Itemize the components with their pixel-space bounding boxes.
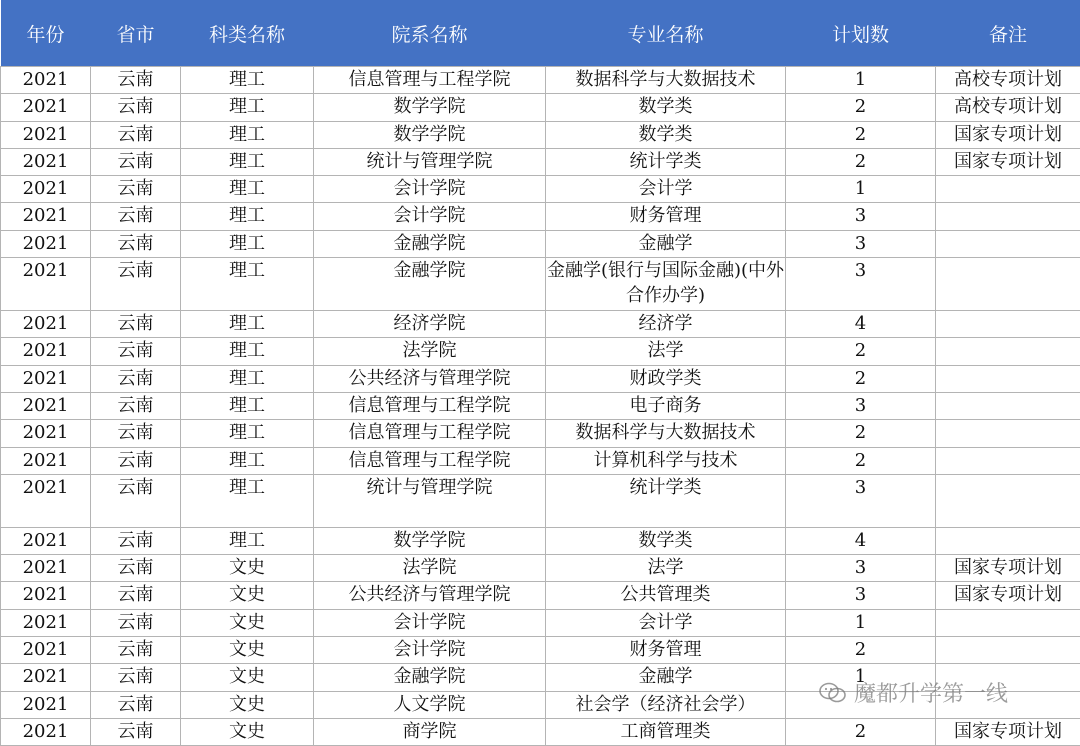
plan-count-cell: 2	[786, 94, 936, 121]
department-cell: 法学院	[314, 338, 546, 365]
remarks-cell: 国家专项计划	[936, 718, 1080, 745]
department-cell: 公共经济与管理学院	[314, 582, 546, 609]
table-row	[1, 555, 1080, 582]
remarks-cell	[936, 447, 1080, 474]
remarks-cell	[936, 609, 1080, 636]
plan-count-cell: 2	[786, 420, 936, 447]
major-cell: 财务管理	[546, 203, 786, 230]
watermark-text: 魔都升学第一线	[854, 677, 1008, 708]
major-cell: 数学类	[546, 527, 786, 554]
table-row	[1, 365, 1080, 392]
year-cell: 2021	[1, 203, 91, 230]
remarks-cell	[936, 527, 1080, 554]
province-cell: 云南	[91, 230, 181, 257]
department-cell: 法学院	[314, 555, 546, 582]
table-row	[1, 311, 1080, 338]
province-cell: 云南	[91, 176, 181, 203]
remarks-cell	[936, 311, 1080, 338]
department-cell: 会计学院	[314, 637, 546, 664]
province-cell: 云南	[91, 258, 181, 311]
table-body	[1, 67, 1080, 746]
year-cell: 2021	[1, 664, 91, 691]
category-cell: 理工	[181, 176, 314, 203]
major-cell: 法学	[546, 338, 786, 365]
category-cell: 理工	[181, 392, 314, 419]
year-cell: 2021	[1, 582, 91, 609]
category-cell: 理工	[181, 365, 314, 392]
major-cell: 金融学	[546, 230, 786, 257]
header-major: 专业名称	[546, 0, 786, 67]
plan-count-cell: 2	[786, 121, 936, 148]
province-cell: 云南	[91, 67, 181, 94]
category-cell: 理工	[181, 527, 314, 554]
remarks-cell	[936, 230, 1080, 257]
plan-count-cell: 1	[786, 176, 936, 203]
major-cell: 社会学（经济社会学）	[546, 691, 786, 718]
department-cell: 经济学院	[314, 311, 546, 338]
province-cell: 云南	[91, 527, 181, 554]
table-row	[1, 258, 1080, 311]
plan-count-cell: 2	[786, 338, 936, 365]
major-cell: 法学	[546, 555, 786, 582]
department-cell: 会计学院	[314, 609, 546, 636]
year-cell: 2021	[1, 609, 91, 636]
province-cell: 云南	[91, 392, 181, 419]
province-cell: 云南	[91, 555, 181, 582]
department-cell: 数学学院	[314, 527, 546, 554]
category-cell: 理工	[181, 311, 314, 338]
category-cell: 文史	[181, 582, 314, 609]
major-cell: 金融学(银行与国际金融)(中外合作办学)	[546, 258, 786, 311]
department-cell: 商学院	[314, 718, 546, 745]
major-cell: 统计学类	[546, 474, 786, 527]
department-cell: 金融学院	[314, 258, 546, 311]
watermark	[818, 677, 1008, 708]
major-cell: 数据科学与大数据技术	[546, 420, 786, 447]
major-cell: 工商管理类	[546, 718, 786, 745]
major-cell: 财务管理	[546, 637, 786, 664]
department-cell: 信息管理与工程学院	[314, 447, 546, 474]
plan-count-cell: 3	[786, 582, 936, 609]
category-cell: 文史	[181, 718, 314, 745]
major-cell: 计算机科学与技术	[546, 447, 786, 474]
year-cell: 2021	[1, 392, 91, 419]
major-cell: 会计学	[546, 176, 786, 203]
department-cell: 人文学院	[314, 691, 546, 718]
major-cell: 金融学	[546, 664, 786, 691]
plan-count-cell: 1	[786, 609, 936, 636]
table-row	[1, 148, 1080, 175]
table-row	[1, 420, 1080, 447]
year-cell: 2021	[1, 527, 91, 554]
province-cell: 云南	[91, 664, 181, 691]
remarks-cell: 高校专项计划	[936, 67, 1080, 94]
plan-count-cell: 1	[786, 664, 936, 691]
category-cell: 理工	[181, 67, 314, 94]
category-cell: 理工	[181, 121, 314, 148]
table-header-row	[1, 0, 1080, 67]
remarks-cell	[936, 365, 1080, 392]
table-row	[1, 94, 1080, 121]
major-cell: 财政学类	[546, 365, 786, 392]
category-cell: 文史	[181, 664, 314, 691]
category-cell: 理工	[181, 94, 314, 121]
province-cell: 云南	[91, 121, 181, 148]
province-cell: 云南	[91, 148, 181, 175]
department-cell: 金融学院	[314, 664, 546, 691]
province-cell: 云南	[91, 365, 181, 392]
category-cell: 理工	[181, 447, 314, 474]
remarks-cell	[936, 338, 1080, 365]
province-cell: 云南	[91, 447, 181, 474]
department-cell: 信息管理与工程学院	[314, 392, 546, 419]
wechat-icon	[818, 681, 848, 705]
major-cell: 数学类	[546, 94, 786, 121]
remarks-cell: 国家专项计划	[936, 555, 1080, 582]
header-plan-count: 计划数	[786, 0, 936, 67]
major-cell: 数学类	[546, 121, 786, 148]
department-cell: 会计学院	[314, 203, 546, 230]
department-cell: 数学学院	[314, 121, 546, 148]
major-cell: 数据科学与大数据技术	[546, 67, 786, 94]
year-cell: 2021	[1, 637, 91, 664]
year-cell: 2021	[1, 311, 91, 338]
table-row	[1, 121, 1080, 148]
plan-count-cell: 3	[786, 392, 936, 419]
province-cell: 云南	[91, 311, 181, 338]
major-cell: 公共管理类	[546, 582, 786, 609]
plan-count-cell: 2	[786, 447, 936, 474]
category-cell: 理工	[181, 474, 314, 527]
header-remarks: 备注	[936, 0, 1080, 67]
major-cell: 统计学类	[546, 148, 786, 175]
department-cell: 公共经济与管理学院	[314, 365, 546, 392]
category-cell: 理工	[181, 338, 314, 365]
year-cell: 2021	[1, 691, 91, 718]
year-cell: 2021	[1, 718, 91, 745]
year-cell: 2021	[1, 447, 91, 474]
year-cell: 2021	[1, 365, 91, 392]
major-cell: 经济学	[546, 311, 786, 338]
department-cell: 金融学院	[314, 230, 546, 257]
department-cell: 信息管理与工程学院	[314, 67, 546, 94]
category-cell: 理工	[181, 258, 314, 311]
plan-count-cell: 1	[786, 67, 936, 94]
remarks-cell	[936, 176, 1080, 203]
table-row	[1, 582, 1080, 609]
plan-count-cell: 4	[786, 527, 936, 554]
table-row	[1, 474, 1080, 527]
remarks-cell: 国家专项计划	[936, 121, 1080, 148]
table-row	[1, 230, 1080, 257]
major-cell: 电子商务	[546, 392, 786, 419]
category-cell: 理工	[181, 203, 314, 230]
category-cell: 文史	[181, 637, 314, 664]
remarks-cell	[936, 203, 1080, 230]
department-cell: 信息管理与工程学院	[314, 420, 546, 447]
year-cell: 2021	[1, 148, 91, 175]
remarks-cell	[936, 637, 1080, 664]
department-cell: 统计与管理学院	[314, 474, 546, 527]
category-cell: 文史	[181, 609, 314, 636]
header-province: 省市	[91, 0, 181, 67]
plan-count-cell: 4	[786, 311, 936, 338]
remarks-cell	[936, 258, 1080, 311]
year-cell: 2021	[1, 474, 91, 527]
table-row	[1, 67, 1080, 94]
plan-count-cell: 3	[786, 230, 936, 257]
year-cell: 2021	[1, 94, 91, 121]
plan-count-cell: 3	[786, 203, 936, 230]
category-cell: 理工	[181, 420, 314, 447]
province-cell: 云南	[91, 609, 181, 636]
year-cell: 2021	[1, 230, 91, 257]
plan-count-cell: 2	[786, 637, 936, 664]
plan-count-cell: 3	[786, 258, 936, 311]
table-row	[1, 609, 1080, 636]
table-row	[1, 527, 1080, 554]
table-row	[1, 392, 1080, 419]
province-cell: 云南	[91, 637, 181, 664]
category-cell: 文史	[181, 691, 314, 718]
plan-count-cell: 3	[786, 474, 936, 527]
year-cell: 2021	[1, 176, 91, 203]
table-row	[1, 176, 1080, 203]
department-cell: 数学学院	[314, 94, 546, 121]
remarks-cell: 国家专项计划	[936, 582, 1080, 609]
table-row	[1, 203, 1080, 230]
year-cell: 2021	[1, 555, 91, 582]
header-department: 院系名称	[314, 0, 546, 67]
year-cell: 2021	[1, 121, 91, 148]
table-row	[1, 338, 1080, 365]
province-cell: 云南	[91, 474, 181, 527]
remarks-cell: 高校专项计划	[936, 94, 1080, 121]
major-cell: 会计学	[546, 609, 786, 636]
year-cell: 2021	[1, 338, 91, 365]
province-cell: 云南	[91, 582, 181, 609]
header-year: 年份	[1, 0, 91, 67]
plan-count-cell: 3	[786, 555, 936, 582]
header-category: 科类名称	[181, 0, 314, 67]
table-row	[1, 447, 1080, 474]
province-cell: 云南	[91, 94, 181, 121]
department-cell: 会计学院	[314, 176, 546, 203]
plan-count-cell: 2	[786, 148, 936, 175]
remarks-cell	[936, 420, 1080, 447]
category-cell: 理工	[181, 230, 314, 257]
province-cell: 云南	[91, 718, 181, 745]
category-cell: 理工	[181, 148, 314, 175]
year-cell: 2021	[1, 420, 91, 447]
province-cell: 云南	[91, 338, 181, 365]
plan-count-cell: 2	[786, 365, 936, 392]
year-cell: 2021	[1, 258, 91, 311]
province-cell: 云南	[91, 203, 181, 230]
remarks-cell	[936, 392, 1080, 419]
category-cell: 文史	[181, 555, 314, 582]
province-cell: 云南	[91, 691, 181, 718]
remarks-cell	[936, 474, 1080, 527]
remarks-cell: 国家专项计划	[936, 148, 1080, 175]
department-cell: 统计与管理学院	[314, 148, 546, 175]
province-cell: 云南	[91, 420, 181, 447]
plan-count-cell: 2	[786, 718, 936, 745]
year-cell: 2021	[1, 67, 91, 94]
table-row	[1, 637, 1080, 664]
